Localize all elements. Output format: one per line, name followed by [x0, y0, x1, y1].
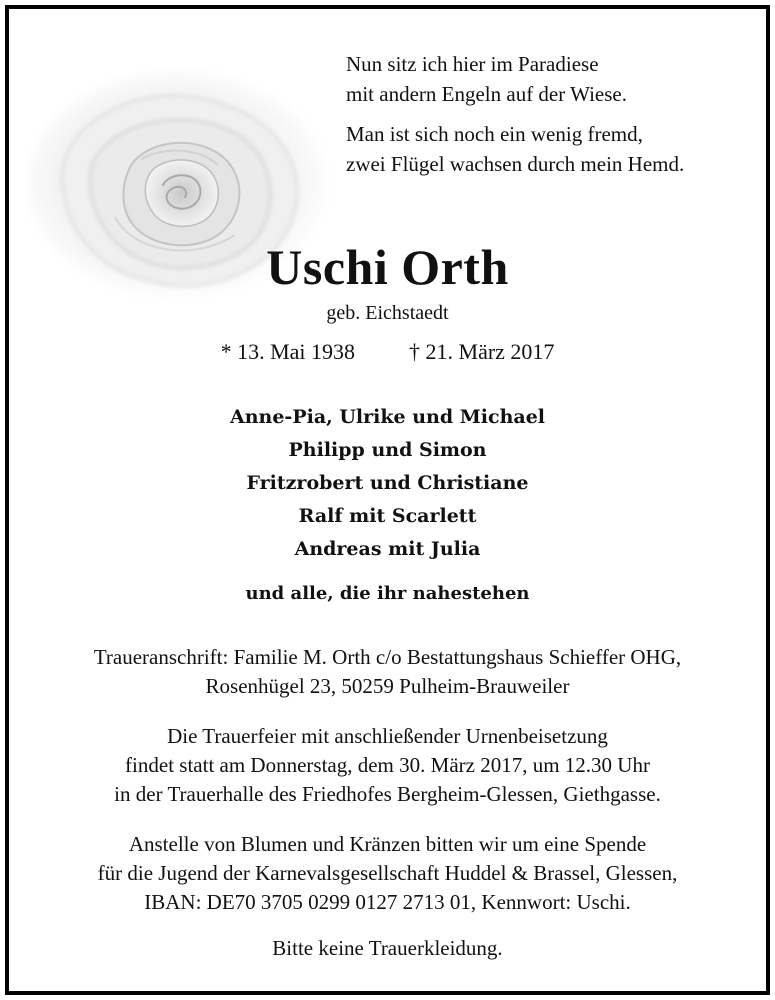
address-line: Traueranschrift: Familie M. Orth c/o Bestattungshaus Schieffer OHG, [93, 645, 682, 669]
donation-info [9, 830, 766, 917]
donation-line: IBAN: DE70 3705 0299 0127 2713 01, Kennwort: Uschi. [144, 890, 631, 914]
life-dates [9, 337, 766, 367]
poem-stanza-2 [346, 119, 746, 179]
dress-code: Bitte keine Trauerkleidung. [272, 936, 503, 960]
poem-stanza-1 [346, 49, 746, 109]
ceremony-info [9, 722, 766, 809]
mourner-line: Anne-Pia, Ulrike und Michael [229, 406, 546, 428]
donation-line: Anstelle von Blumen und Kränzen bitten wir um eine Spende [128, 832, 647, 856]
poem-line: Nun sitz ich hier im Paradiese [346, 52, 599, 76]
poem [346, 49, 746, 189]
poem-line: mit andern Engeln auf der Wiese. [346, 82, 627, 106]
poem-line: Man ist sich noch ein wenig fremd, [346, 122, 643, 146]
mourner-line: Fritzrobert und Christiane [246, 472, 529, 494]
mourner-line: Philipp und Simon [288, 439, 487, 461]
all-close-line: und alle, die ihr nahestehen [245, 583, 530, 604]
death-date: † 21. März 2017 [409, 339, 555, 364]
obituary-frame [5, 5, 770, 995]
deceased-name: Uschi Orth [266, 239, 509, 295]
mourners-list [9, 401, 766, 566]
birth-date: * 13. Mai 1938 [220, 339, 356, 364]
ceremony-line: in der Trauerhalle des Friedhofes Bergheim-Glessen, Giethgasse. [114, 782, 661, 806]
mourner-line: Andreas mit Julia [294, 538, 481, 560]
ceremony-line: findet statt am Donnerstag, dem 30. März 2017, um 12.30 Uhr [125, 753, 650, 777]
mourner-line: Ralf mit Scarlett [298, 505, 477, 527]
mourning-address [9, 643, 766, 701]
ceremony-line: Die Trauerfeier mit anschließender Urnenbeisetzung [167, 724, 608, 748]
birth-name: geb. Eichstaedt [326, 302, 449, 324]
poem-line: zwei Flügel wachsen durch mein Hemd. [346, 152, 685, 176]
address-line: Rosenhügel 23, 50259 Pulheim-Brauweiler [205, 674, 570, 698]
donation-line: für die Jugend der Karnevalsgesellschaft Huddel & Brassel, Glessen, [97, 861, 678, 885]
